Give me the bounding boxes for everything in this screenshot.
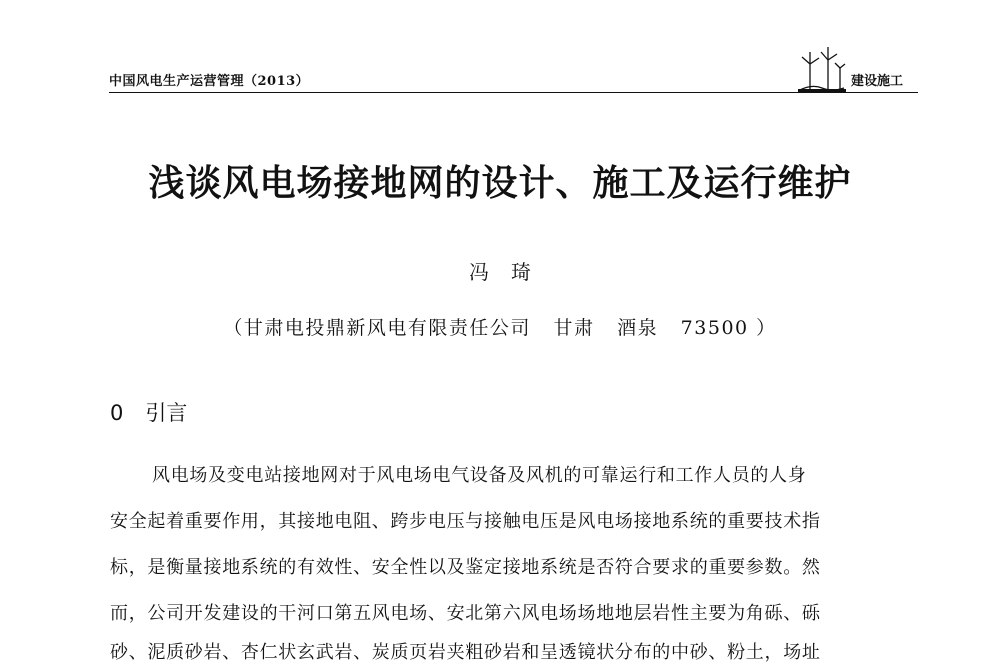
article-author: 冯琦	[469, 260, 553, 284]
article-title: 浅谈风电场接地网的设计、施工及运行维护	[148, 163, 852, 204]
running-head-section: 建设施工	[851, 74, 904, 89]
body-line: 风电场及变电站接地网对于风电场电气设备及风机的可靠运行和工作人员的人身	[152, 465, 807, 486]
section-title: 引言	[145, 401, 188, 425]
wind-turbine-icon	[798, 44, 846, 96]
body-line: 砂、泥质砂岩、杏仁状玄武岩、炭质页岩夹粗砂岩和呈透镜状分布的中砂、粉土，场址	[110, 642, 821, 663]
section-heading	[110, 397, 187, 427]
author-affiliation: （甘肃电投鼎新风电有限责任公司 甘肃 酒泉 73500 ）	[223, 317, 777, 339]
body-line: 而，公司开发建设的干河口第五风电场、安北第六风电场场地地层岩性主要为角砾、砾	[110, 603, 821, 624]
section-number: 0	[110, 401, 124, 425]
body-line: 安全起着重要作用，其接地电阻、跨步电压与接触电压是风电场接地系统的重要技术指	[110, 511, 821, 532]
header-rule	[109, 92, 918, 93]
body-line: 标，是衡量接地系统的有效性、安全性以及鉴定接地系统是否符合要求的重要参数。然	[110, 557, 821, 578]
running-head-journal: 中国风电生产运营管理（2013）	[109, 74, 310, 89]
